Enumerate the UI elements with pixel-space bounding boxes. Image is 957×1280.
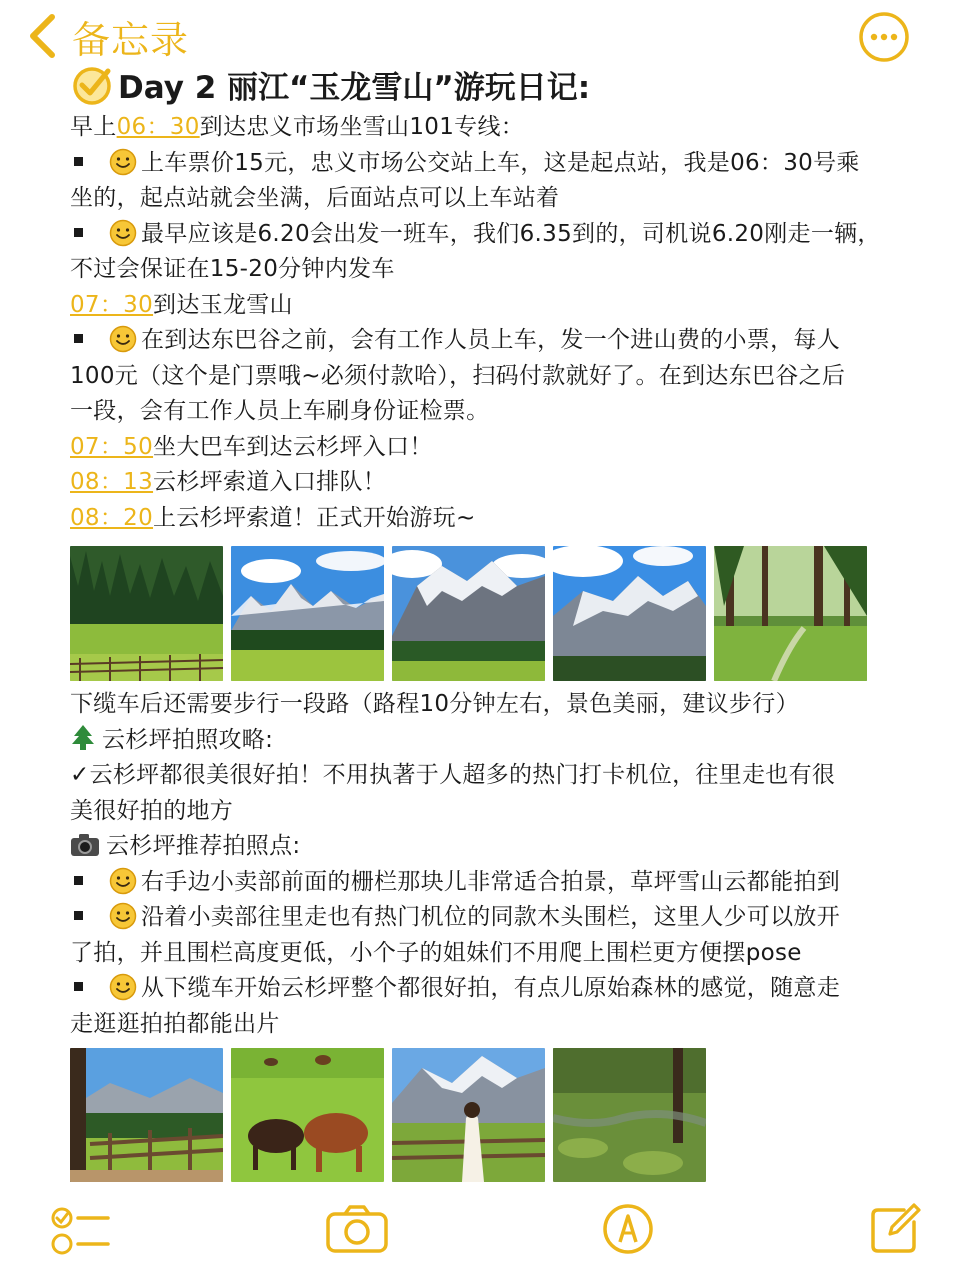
bullet-item: 右手边小卖部前面的栅栏那块儿非常适合拍景，草坪雪山云都能拍到 <box>70 865 920 901</box>
photo-meadow-forest[interactable] <box>70 546 223 681</box>
nav-bar <box>0 0 957 66</box>
markup-pen-icon[interactable] <box>601 1202 655 1256</box>
photo-girl-fence[interactable] <box>392 1048 545 1182</box>
smile-emoji-icon <box>109 219 137 247</box>
text-line: 08：20上云杉坪索道！正式开始游玩~ <box>70 504 476 531</box>
chevron-left-icon <box>24 11 60 61</box>
evergreen-tree-icon <box>70 724 96 752</box>
bullet-item: 从下缆车开始云杉坪整个都很好拍，有点儿原始森林的感觉，随意走 <box>70 971 920 1007</box>
more-icon[interactable] <box>858 11 910 63</box>
check-circle-icon <box>70 62 114 106</box>
compose-icon[interactable] <box>868 1202 922 1256</box>
bottom-toolbar <box>0 1196 957 1280</box>
back-label: 备忘录 <box>72 17 190 62</box>
camera-emoji-icon <box>70 832 100 858</box>
bullet-item: 沿着小卖部往里走也有热门机位的同款木头围栏，这里人少可以放开 <box>70 900 920 936</box>
text-line: 美很好拍的地方 <box>70 797 234 824</box>
time-stamp: 08：13 <box>70 469 154 495</box>
bullet-marker <box>74 157 83 166</box>
photo-row <box>70 546 920 681</box>
photo-wooden-fence[interactable] <box>70 1048 223 1182</box>
text-line: 100元（这个是门票哦~必须付款哈），扫码付款就好了。在到达东巴谷之后 <box>70 362 846 389</box>
bullet-item: 在到达东巴谷之前，会有工作人员上车，发一个进山费的小票，每人 <box>70 323 920 359</box>
smile-emoji-icon <box>109 973 137 1001</box>
text-line: ✓云杉坪都很美很好拍！不用执著于人超多的热门打卡机位，往里走也有很 <box>70 762 836 788</box>
time-stamp: 07：50 <box>70 433 154 460</box>
photo-forest-path[interactable] <box>714 546 867 681</box>
text-line: 07：30到达玉龙雪山 <box>70 291 293 318</box>
text-line: 07：50坐大巴车到达云杉坪入口！ <box>70 433 433 460</box>
section-heading: 云杉坪推荐拍照点: <box>70 829 920 865</box>
bullet-item: 最早应该是6.20会出发一班车，我们6.35到的，司机说6.20刚走一辆， <box>70 217 920 253</box>
bullet-marker <box>74 982 83 991</box>
text-line: 08：13云杉坪索道入口排队！ <box>70 469 387 495</box>
photo-snow-mountain-2[interactable] <box>392 546 545 681</box>
note-title-text: Day 2 丽江“玉龙雪山”游玩日记: <box>118 69 591 106</box>
smile-emoji-icon <box>109 325 137 353</box>
time-stamp: 07：30 <box>70 291 154 318</box>
text-line: 不过会保证在15-20分钟内发车 <box>70 256 395 282</box>
checklist-icon[interactable] <box>50 1206 112 1256</box>
photo-snow-mountain-3[interactable] <box>553 546 706 681</box>
text-line: 了拍，并且围栏高度更低，小个子的姐妹们不用爬上围栏更方便摆pose <box>70 939 802 966</box>
smile-emoji-icon <box>109 148 137 176</box>
text-line: 下缆车后还需要步行一段路（路程10分钟左右，景色美丽，建议步行） <box>70 691 799 717</box>
bullet-marker <box>74 334 83 343</box>
text-line: 走逛逛拍拍都能出片 <box>70 1010 280 1037</box>
text-line: 一段，会有工作人员上车刷身份证检票。 <box>70 398 490 424</box>
bullet-marker <box>74 911 83 920</box>
back-button[interactable] <box>24 8 189 64</box>
photo-cattle[interactable] <box>231 1048 384 1182</box>
smile-emoji-icon <box>109 867 137 895</box>
camera-icon[interactable] <box>325 1204 389 1254</box>
bullet-item: 上车票价15元，忠义市场公交站上车，这是起点站，我是06：30号乘 <box>70 146 920 182</box>
time-stamp: 08：20 <box>70 504 154 531</box>
bullet-marker <box>74 876 83 885</box>
text-line: 坐的，起点站就会坐满，后面站点可以上车站着 <box>70 185 560 211</box>
smile-emoji-icon <box>109 902 137 930</box>
bullet-marker <box>74 228 83 237</box>
photo-snow-mountain-1[interactable] <box>231 546 384 681</box>
time-stamp: 06：30 <box>116 114 200 140</box>
text-line: 早上06：30到达忠义市场坐雪山101专线： <box>70 114 525 140</box>
photo-forest-stream[interactable] <box>553 1048 706 1182</box>
note-title <box>70 60 920 108</box>
note-body[interactable] <box>70 60 920 1182</box>
section-heading: 云杉坪拍照攻略: <box>70 723 920 759</box>
photo-row <box>70 1048 920 1182</box>
